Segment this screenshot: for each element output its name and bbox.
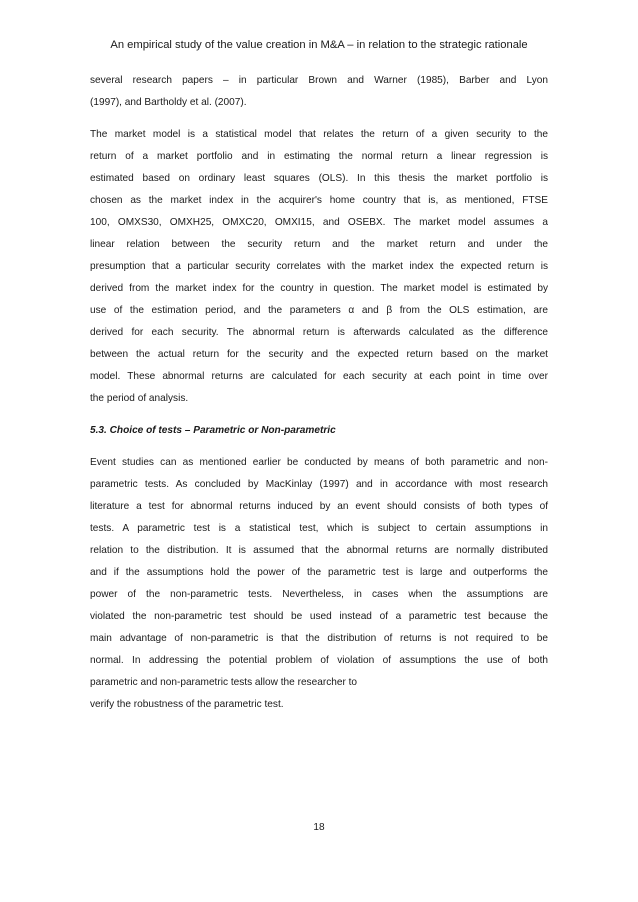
text-line: relation to the distribution. It is assumed that the abnormal returns are normally distributed [90,545,548,556]
text-line: linear relation between the security return and the market return and under the [90,239,548,250]
text-line: derived from the market index for the country in question. The market model is estimated by [90,283,548,294]
text-line: and if the assumptions hold the power of the parametric test is large and outperforms the [90,567,548,578]
text-line: chosen as the market index in the acquirer's home country that is, as mentioned, FTSE [90,195,548,206]
text-line: presumption that a particular security correlates with the market index the expected return is [90,261,548,272]
running-header: An empirical study of the value creation in M&A – in relation to the strategic rationale [110,39,528,51]
text-line: parametric tests. As concluded by MacKinlay (1997) and in accordance with most research [90,479,548,490]
paragraph-market-model [90,124,548,410]
text-line: (1997), and Bartholdy et al. (2007). [90,97,247,108]
text-line: normal. In addressing the potential problem of violation of assumptions the use of both [90,655,548,666]
text-line: model. These abnormal returns are calculated for each security at each point in time over [90,371,548,382]
text-line: power of the non-parametric tests. Nevertheless, in cases when the assumptions are [90,589,548,600]
text-line: parametric and non-parametric tests allow the researcher to [90,677,358,688]
section-heading: 5.3. Choice of tests – Parametric or Non-parametric [90,425,336,436]
text-line: use of the estimation period, and the parameters α and β from the OLS estimation, are [90,305,548,316]
page-body [90,70,548,726]
paragraph-choice-of-tests [90,452,548,716]
text-line: The market model is a statistical model that relates the return of a given security to the [90,129,548,140]
text-line: derived for each security. The abnormal return is afterwards calculated as the difference [90,327,548,338]
page-number: 18 [313,822,325,833]
text-line: 100, OMXS30, OMXH25, OMXC20, OMXI15, and OSEBX. The market model assumes a [90,217,548,228]
text-line: tests. A parametric test is a statistical test, which is subject to certain assumptions in [90,523,548,534]
text-line: literature a test for abnormal returns induced by an event should consists of both types of [90,501,548,512]
text-line: verify the robustness of the parametric test. [90,699,284,710]
text-line: return of a market portfolio and in estimating the normal return a linear regression is [90,151,548,162]
text-line: several research papers – in particular Brown and Warner (1985), Barber and Lyon [90,75,548,86]
text-line: main advantage of non-parametric is that the distribution of returns is not required to be [90,633,548,644]
text-line: estimated based on ordinary least squares (OLS). In this thesis the market portfolio is [90,173,548,184]
text-line: Event studies can as mentioned earlier be conducted by means of both parametric and non- [90,457,548,468]
text-line: the period of analysis. [90,393,189,404]
text-line: between the actual return for the security and the expected return based on the market [90,349,548,360]
text-line: violated the non-parametric test should be used instead of a parametric test because the [90,611,548,622]
paragraph-references [90,70,548,114]
